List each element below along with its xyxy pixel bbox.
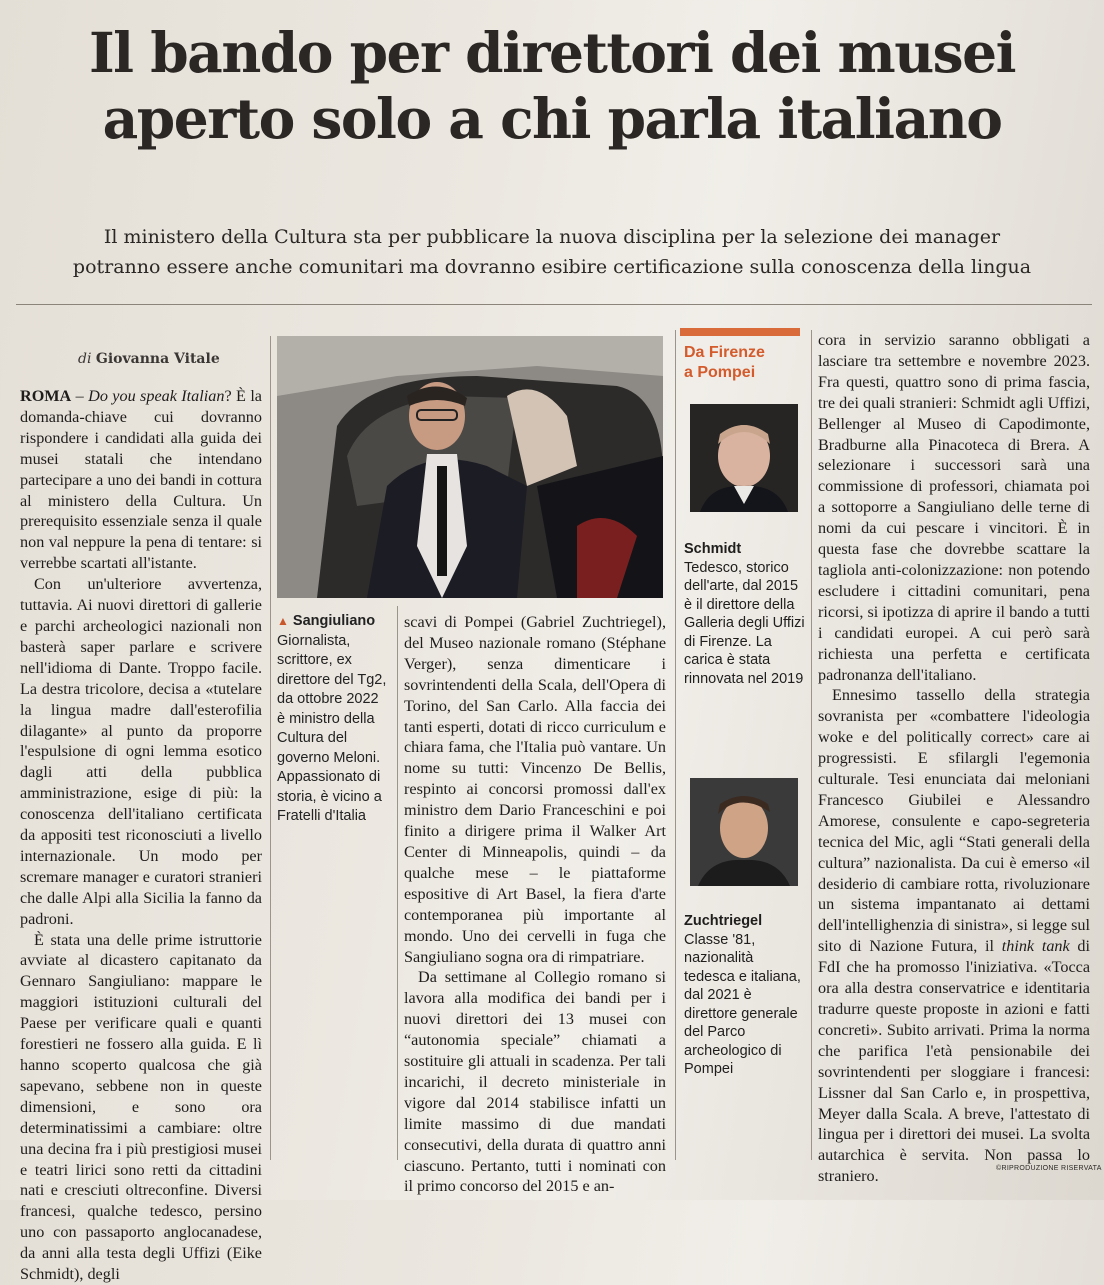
caption-text: Giornalista, scrittore, ex direttore del Tg2, da ottobre 2022 è ministro della Cultura del governo Meloni. Appassionato di storia, è vicino a Fratelli d'Italia — [277, 632, 387, 824]
sidebar-title-line-2: a Pompei — [684, 364, 756, 381]
article-column-2 — [404, 612, 666, 1197]
paragraph: Con un'ulteriore avvertenza, tuttavia. Ai nuovi direttori di gallerie e parchi archeologici nazionali non basterà saper parlare e scrivere nell'idioma di Dante. Troppo facile. La destra tricolore, decisa a «tutelare la lingua madre dall'esterofilia dilagante» al punto da proporre l'espulsione di ogni lemma esotico dagli atti della pubblica amministrazione, esige di più: la conoscenza dell'italiano certificata da appositi test riconosciuti a livello internazionale. Un modo per scremare manager e curatori stranieri che dalle Alpi alla Sicilia la fanno da padroni. — [20, 575, 262, 928]
caption-name: Sangiuliano — [292, 613, 376, 629]
top-rule — [16, 304, 1092, 305]
portrait-zuchtriegel-illustration — [690, 778, 798, 886]
photo-caption — [277, 612, 389, 827]
paragraph — [20, 386, 262, 574]
sidebar-entry-schmidt — [684, 540, 808, 688]
column-divider — [811, 330, 812, 1160]
portrait-zuchtriegel — [690, 778, 798, 886]
paragraph: cora in servizio saranno obbligati a lasciare tra settembre e novembre 2023. Fra questi, quattro sono di prima fascia, tre dei quali stranieri: Schmidt agli Uffizi, Bellenger al Museo di Capodimonte, Bradburne alla Pinacoteca di Brera. A selezionare i successori sarà una commissione di professori, chiamata poi a sottoporre a Sangiuliano delle terne di nomi da cui pescare i vincitori. È in questa fase che dovrebbe scattare la tagliola anti-colonizzazione: non potendo escludere i cittadini comunitari, pena ricorsi, si ipotizza di aprire il bando a tutti i candidati europei. A cui però sarà richiesta una perfetta e certificata padronanza dell'italiano. — [818, 331, 1090, 684]
article-column-4 — [818, 330, 1090, 1187]
portrait-schmidt — [690, 404, 798, 512]
deck-line-1: Il ministero della Cultura sta per pubblicare la nuova disciplina per la selezione dei manager — [103, 226, 1001, 248]
triangle-icon: ▲ — [277, 614, 289, 628]
byline — [78, 351, 220, 367]
article-column-1 — [20, 386, 262, 1285]
copyright-notice: ©RIPRODUZIONE RISERVATA — [996, 1165, 1102, 1172]
paragraph-text: Ennesimo tassello della strategia sovranista per «combattere l'ideologia woke e del politically correct» care ai progressisti. E sfilargli l'egemonia culturale. Tesi enunciata dai meloniani Francesco Giubilei e Alessandro Amorese, consulente e capo-segreteria tecnica del Mic, agli “Stati generali della cultura” nazionalista. Da cui è emerso «il desiderio di cambiare rotta, rivoluzionare un sistema impantanato ai dettami dell'intellighenzia di sinistra», si legge sul sito di Nazione Futura, il — [818, 686, 1090, 956]
paragraph-text: di FdI che ha promosso l'iniziativa. «Tocca ora alla destra conservatrice e identitaria tradurre queste proposte in azioni e fatti concreti». Subito arrivati. Prima la norma che parifica l'età pensionabile dei sovrintendenti per sloggiare i francesi: Lissner dal San Carlo e, in prospettiva, Meyer dalla Scala. A breve, l'attestato di lingua per i direttori dei musei. La svolta autarchica è servita. Non passa lo straniero. — [818, 937, 1090, 1186]
sidebar-entry-zuchtriegel — [684, 912, 808, 1079]
headline — [0, 20, 1104, 152]
sidebar-name: Schmidt — [684, 541, 742, 557]
lead-question: Do you speak Italian — [88, 387, 225, 405]
column-divider — [397, 606, 398, 1160]
byline-prefix: di — [78, 351, 92, 367]
paragraph: scavi di Pompei (Gabriel Zuchtriegel), del Museo nazionale romano (Stéphane Verger), senza dimenticare i sovrintendenti della Scala, dell'Opera di Torino, del San Carlo. Alla faccia dei tanti esperti, dotati di ricco curriculum e chiara fama, che l'Italia può vantare. Un nome su tutti: Vincenzo De Bellis, respinto ai concorsi promossi dall'ex ministro dem Dario Franceschini e poi finito a dirigere prima il Walker Art Center di Minneapolis, quindi – da qualche mese – le piattaforme espositive di Art Basel, la fiera d'arte contemporanea più importante al mondo. Uno dei cervelli in fuga che Sangiuliano sogna ora di rimpatriare. — [404, 613, 666, 966]
sidebar-name: Zuchtriegel — [684, 913, 763, 929]
paragraph-text: ? È la domanda-chiave cui dovranno rispondere i candidati alla guida dei musei statali che intendano partecipare a uno dei bandi in cottura al ministero della Cultura. Un prerequisito essenziale senza il quale non val neppure la pena di tentare: si verrebbe scartati all'istante. — [20, 387, 262, 573]
portrait-schmidt-illustration — [690, 404, 798, 512]
paragraph: È stata una delle prime istruttorie avviate al dicastero capitanato da Gennaro Sangiuliano: mappare le maggiori istituzioni culturali del Paese per verificare quali e quanti forestieri ne fossero alla guida. E lì hanno scoperto qualcosa che già sapevano, sebbene non in queste dimensioni, e sono ora determinatissimi a cambiare: oltre una decina fra i più prestigiosi musei e teatri lirici sono retti da cittadini nati e cresciuti oltreconfine. Diversi francesi, qualche tedesco, persino uno con passaporto anglocanadese, da anni alla testa degli Uffizi (Eike Schmidt), degli — [20, 930, 262, 1284]
dateline-dash: – — [71, 387, 89, 405]
sidebar-accent-bar — [680, 328, 800, 336]
column-divider — [270, 336, 271, 1160]
sidebar-title-line-1: Da Firenze — [684, 344, 765, 361]
paragraph: Da settimane al Collegio romano si lavora alla modifica dei bandi per i nuovi direttori dei 13 musei con “autonomia speciale” chiamati a sostituire gli attuali in scadenza. Per tali incarichi, il decreto ministeriale in vigore dal 2014 stabilisce infatti un limite massimo di due mandati consecutivi, della durata di quattro anni ciascuno. Pertanto, tutti i nominati con il primo concorso del 2015 e an- — [404, 968, 666, 1196]
italic-term: think tank — [1001, 937, 1070, 956]
headline-line-1: Il bando per direttori dei musei — [88, 20, 1016, 85]
column-divider — [675, 330, 676, 1160]
byline-author: Giovanna Vitale — [95, 351, 220, 367]
headline-line-2: aperto solo a chi parla italiano — [102, 86, 1002, 151]
sidebar-bio: Tedesco, storico dell'arte, dal 2015 è il direttore della Galleria degli Uffizi di Firenze. La carica è stata rinnovata nel 2019 — [684, 559, 805, 687]
paragraph — [818, 685, 1090, 1187]
deck — [0, 222, 1104, 282]
photo-illustration — [277, 336, 663, 598]
deck-line-2: potranno essere anche comunitari ma dovranno esibire certificazione sulla conoscenza della lingua — [72, 256, 1032, 278]
dateline: ROMA — [20, 387, 72, 405]
photo-sangiuliano — [277, 336, 663, 598]
sidebar-title — [684, 343, 804, 383]
sidebar-bio: Classe '81, nazionalità tedesca e italiana, dal 2021 è direttore generale del Parco archeologico di Pompei — [684, 931, 801, 1077]
